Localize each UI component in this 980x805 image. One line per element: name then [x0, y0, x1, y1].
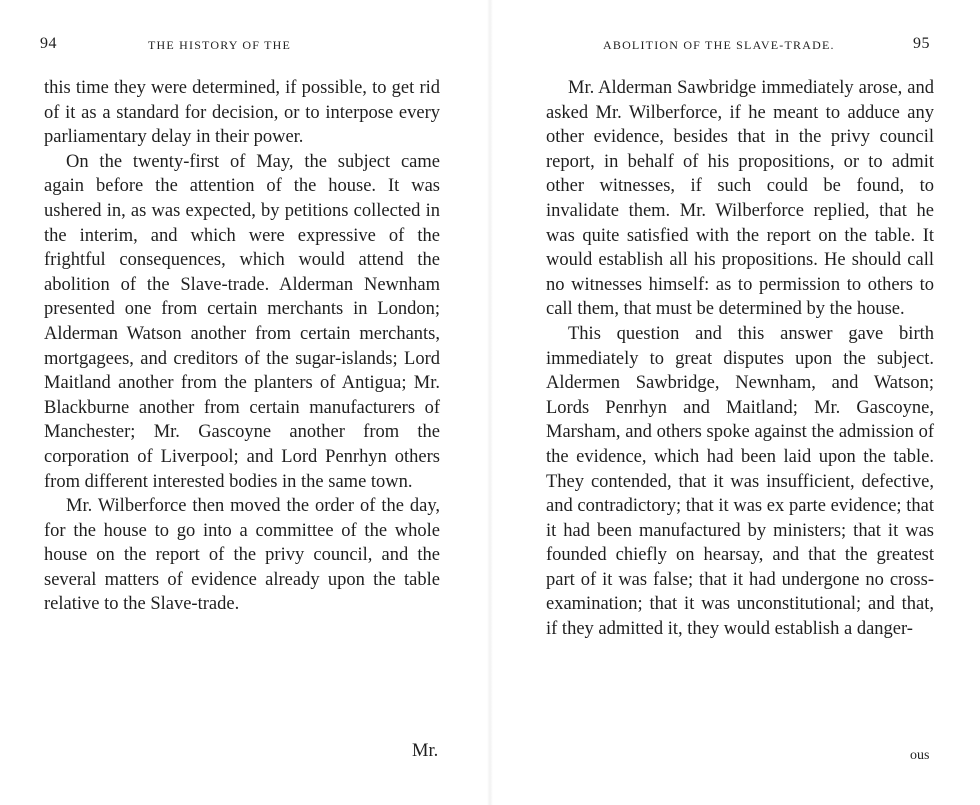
left-running-head: THE HISTORY OF THE — [148, 38, 292, 52]
right-running-head: ABOLITION OF THE SLAVE-TRADE. — [603, 38, 835, 52]
right-paragraph-1: Mr. Alderman Sawbridge immediately arose, and asked Mr. Wilberforce, if he meant to adduce any other evidence, besides that in the privy council report, in behalf of his propositions, or to admit other witnesses, if such could be found, to invalidate them. Mr. Wilberforce replied, that he was quite satisfied with the report on the table. It would establish all his propositions. He should call no witnesses himself: as to permission to others to call them, that must be determined by the house. — [546, 78, 934, 320]
left-catchword: Mr. — [412, 741, 439, 761]
right-catchword: ous — [910, 748, 930, 763]
left-page-number: 94 — [40, 35, 57, 52]
left-page-body — [44, 76, 440, 617]
left-paragraph-1: this time they were determined, if possible, to get rid of it as a standard for decision, or to interpose every parliamentary delay in their power. — [44, 78, 440, 148]
right-paragraph-2: This question and this answer gave birth immediately to great disputes upon the subject. Aldermen Sawbridge, Newnham, and Watson; Lords Penrhyn and Maitland; Mr. Gascoyne, Marsham, and others spoke against the admission of the evidence, which had been laid upon the table. They contended, that it was insufficient, defective, and contradictory; that it was ex parte evidence; that it had been manufactured by ministers; that it was founded chiefly on hearsay, and that the greatest part of it was false; that it had undergone no cross-examination; that it was unconstitutional; and that, if they admitted it, they would establish a danger- — [546, 323, 934, 640]
left-paragraph-2: On the twenty-first of May, the subject came again before the attention of the house. It was ushered in, as was expected, by petitions collected in the interim, and which were expressive of the frightful consequences, which would attend the abolition of the Slave-trade. Alderman Newnham presented one from certain merchants in London; Alderman Watson another from certain merchants, mortgagees, and creditors of the sugar-islands; Lord Maitland another from the planters of Antigua; Mr. Blackburne another from certain manufacturers of Manchester; Mr. Gascoyne another from the corporation of Liverpool; and Lord Penrhyn others from different interested bodies in the same town. — [44, 151, 440, 492]
right-page-number: 95 — [913, 35, 930, 52]
left-paragraph-3: Mr. Wilberforce then moved the order of the day, for the house to go into a committee of the whole house on the report of the privy council, and the several matters of evidence already upon the table relative to the Slave-trade. — [44, 496, 440, 615]
right-page-body — [546, 76, 934, 642]
right-page — [490, 0, 980, 805]
